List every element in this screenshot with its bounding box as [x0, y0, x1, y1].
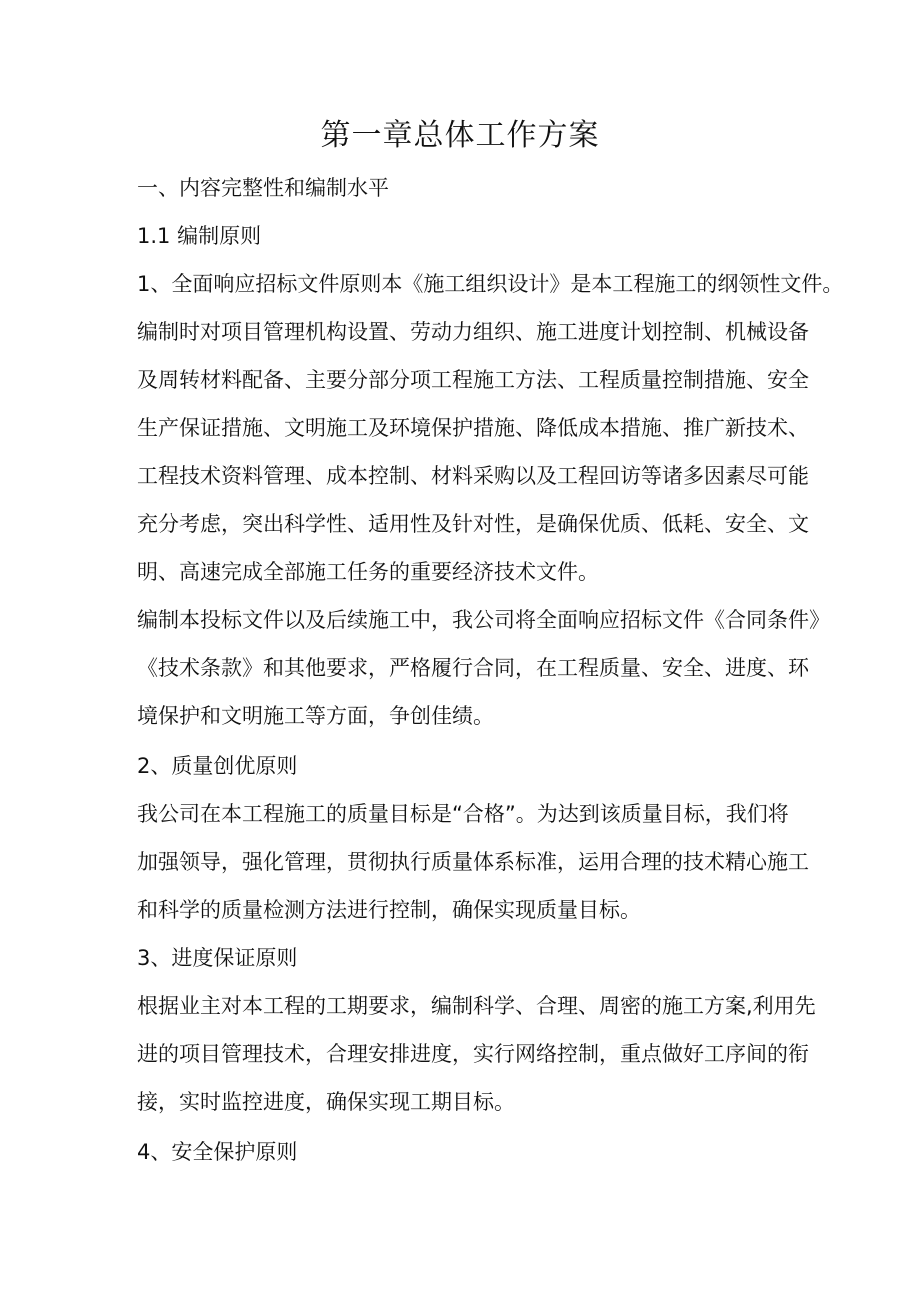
principle-1-line-2: 及周转材料配备、主要分部分项工程施工方法、工程质量控制措施、安全: [137, 368, 809, 392]
principle-3-line-3: 接，实时监控进度，确保实现工期目标。: [137, 1090, 515, 1114]
chapter-title: 第一章总体工作方案: [320, 118, 600, 153]
principle-1-p2-line-1: 编制本投标文件以及后续施工中，我公司将全面响应招标文件《合同条件》: [137, 608, 830, 632]
principle-2-line-3: 和科学的质量检测方法进行控制，确保实现质量目标。: [137, 898, 641, 922]
principle-2-heading: 2、质量创优原则: [137, 754, 298, 778]
principle-1-line-6: 明、高速完成全部施工任务的重要经济技术文件。: [137, 560, 599, 584]
principle-2-line-1: 我公司在本工程施工的质量目标是“合格”。为达到该质量目标，我们将: [137, 802, 789, 826]
principle-3-line-2: 进的项目管理技术，合理安排进度，实行网络控制，重点做好工序间的衔: [137, 1042, 809, 1066]
principle-1-line-3: 生产保证措施、文明施工及环境保护措施、降低成本措施、推广新技术、: [137, 416, 809, 440]
principle-1-line-5: 充分考虑，突出科学性、适用性及针对性，是确保优质、低耗、安全、文: [137, 512, 809, 536]
principle-4-heading: 4、安全保护原则: [137, 1140, 298, 1164]
principle-1-heading-line: 1、全面响应招标文件原则本《施工组织设计》是本工程施工的纲领性文件。: [137, 272, 844, 296]
principle-3-line-1: 根据业主对本工程的工期要求，编制科学、合理、周密的施工方案,利用先: [137, 994, 816, 1018]
principle-1-line-1: 编制时对项目管理机构设置、劳动力组织、施工进度计划控制、机械设备: [137, 320, 809, 344]
subsection-heading: 1.1 编制原则: [137, 224, 262, 248]
principle-1-line-4: 工程技术资料管理、成本控制、材料采购以及工程回访等诸多因素尽可能: [137, 464, 809, 488]
section-heading: 一、内容完整性和编制水平: [137, 176, 389, 200]
principle-2-line-2: 加强领导，强化管理，贯彻执行质量体系标准，运用合理的技术精心施工: [137, 850, 809, 874]
principle-1-p2-line-2: 《技术条款》和其他要求，严格履行合同，在工程质量、安全、进度、环: [137, 656, 809, 680]
principle-3-heading: 3、进度保证原则: [137, 946, 298, 970]
principle-1-p2-line-3: 境保护和文明施工等方面，争创佳绩。: [137, 704, 494, 728]
